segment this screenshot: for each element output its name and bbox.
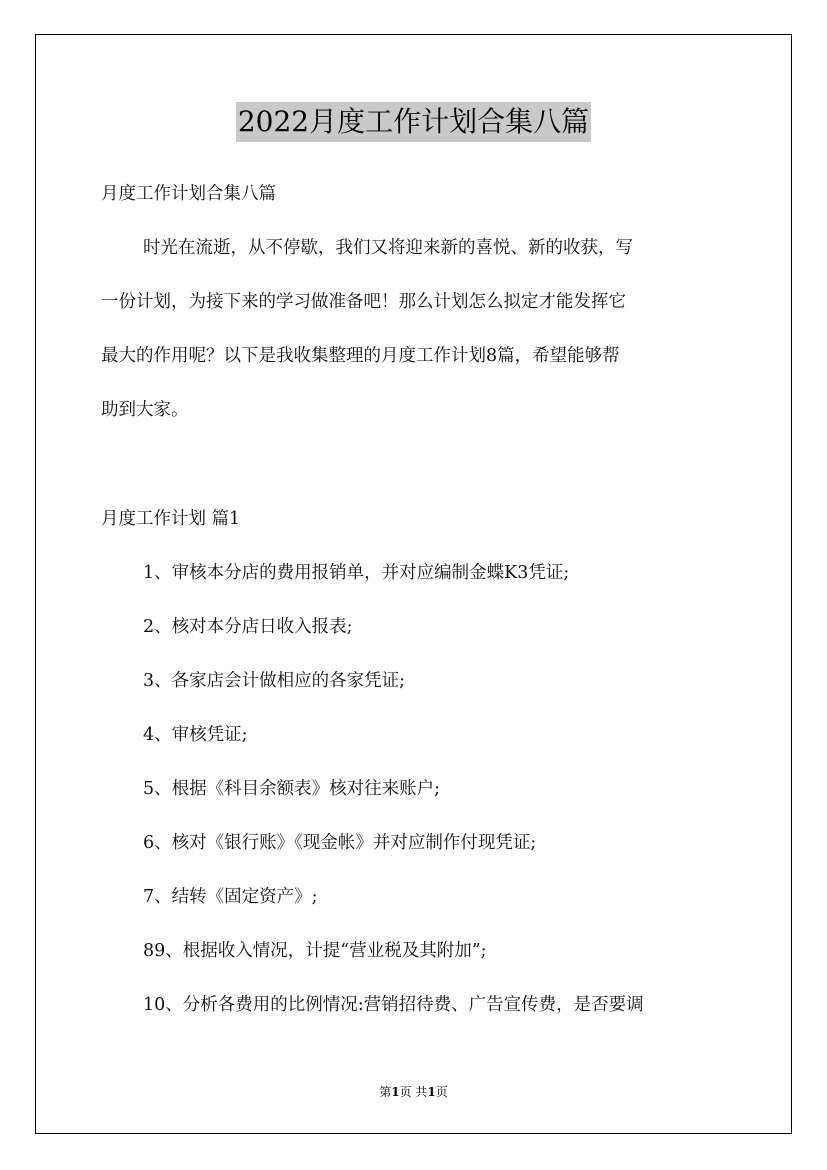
intro-line-3: 最大的作用呢？以下是我收集整理的月度工作计划8篇，希望能够帮 (101, 346, 620, 366)
list-item: 5、根据《科目余额表》核对往来账户; (143, 779, 441, 799)
list-item: 10、分析各费用的比例情况:营销招待费、广告宣传费，是否要调 (143, 995, 644, 1015)
list-item: 6、核对《银行账》《现金帐》并对应制作付现凭证; (143, 833, 537, 853)
list-item: 89、根据收入情况，计提“营业税及其附加”; (143, 941, 487, 961)
section-heading: 月度工作计划 篇1 (101, 509, 241, 529)
intro-line-4: 助到大家。 (101, 400, 189, 420)
document-subtitle: 月度工作计划合集八篇 (101, 184, 276, 204)
list-item: 1、审核本分店的费用报销单，并对应编制金蝶K3凭证; (143, 563, 570, 583)
footer-page-current: 1 (391, 1085, 400, 1099)
footer-suffix: 页 (435, 1085, 448, 1099)
intro-line-2: 一份计划，为接下来的学习做准备吧！那么计划怎么拟定才能发挥它 (101, 292, 626, 312)
list-item: 4、审核凭证; (143, 725, 248, 745)
footer-mid: 页 共 (399, 1085, 428, 1099)
list-item: 3、各家店会计做相应的各家凭证; (143, 671, 406, 691)
footer-prefix: 第 (379, 1085, 392, 1099)
footer-page-total: 1 (427, 1085, 436, 1099)
list-item: 7、结转《固定资产》; (143, 887, 318, 907)
list-item: 2、核对本分店日收入报表; (143, 617, 353, 637)
page-footer (0, 1083, 827, 1100)
document-title: 2022月度工作计划合集八篇 (236, 102, 591, 142)
title-container (0, 102, 827, 142)
intro-line-1: 时光在流逝，从不停歇，我们又将迎来新的喜悦、新的收获，写 (143, 238, 633, 258)
